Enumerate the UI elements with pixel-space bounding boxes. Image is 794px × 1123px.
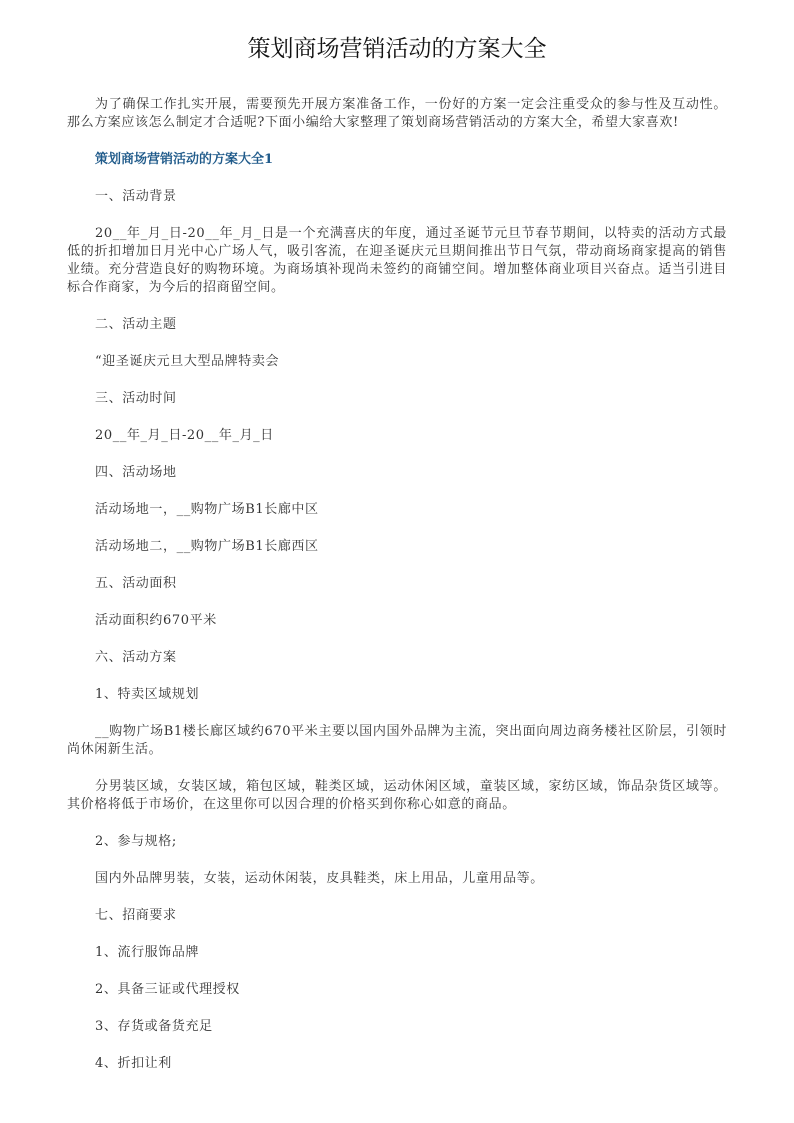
paragraph: 20__年_月_日-20__年_月_日是一个充满喜庆的年度，通过圣诞节元旦节春节期间，以特卖的活动方式最低的折扣增加日月光中心广场人气，吸引客流，在迎圣诞庆元旦期间推出节日气氛，带动商场商家提高的销售业绩。充分营造良好的购物环境。为商场填补现尚未签约的商铺空间。增加整体商业项目兴奋点。适当引进目标合作商家，为今后的招商留空间。 (67, 226, 727, 295)
paragraph: __购物广场B1楼长廊区域约670平米主要以国内国外品牌为主流，突出面向周边商务楼社区阶层，引领时尚休闲新生活。 (67, 724, 727, 757)
paragraph: 一、活动背景 (95, 189, 177, 204)
paragraph: 国内外品牌男装，女装，运动休闲装，皮具鞋类，床上用品，儿童用品等。 (95, 871, 544, 886)
paragraph: 1、特卖区域规划 (95, 687, 200, 702)
paragraph-list (67, 188, 727, 1073)
document-body (67, 96, 727, 1092)
document-title: 策划商场营销活动的方案大全 (247, 36, 547, 62)
intro-paragraph: 为了确保工作扎实开展，需要预先开展方案准备工作，一份好的方案一定会注重受众的参与性及互动性。那么方案应该怎么制定才合适呢?下面小编给大家整理了策划商场营销活动的方案大全，希望大家喜欢! (67, 97, 727, 130)
paragraph: 活动场地二，__购物广场B1长廊西区 (95, 539, 319, 554)
paragraph: 2、具备三证或代理授权 (95, 982, 240, 997)
paragraph: 五、活动面积 (95, 576, 177, 591)
paragraph: “迎圣诞庆元旦大型品牌特卖会 (95, 354, 280, 369)
paragraph: 活动面积约670平米 (95, 613, 217, 628)
section-heading: 策划商场营销活动的方案大全1 (95, 152, 274, 167)
paragraph: 分男装区域，女装区域，箱包区域，鞋类区域，运动休闲区域，童装区域，家纺区域，饰品杂货区域等。其价格将低于市场价，在这里你可以因合理的价格买到你称心如意的商品。 (67, 779, 727, 812)
paragraph: 三、活动时间 (95, 391, 177, 406)
paragraph: 1、流行服饰品牌 (95, 945, 200, 960)
paragraph: 2、参与规格; (95, 834, 177, 849)
paragraph: 4、折扣让利 (95, 1056, 172, 1071)
paragraph: 二、活动主题 (95, 317, 177, 332)
paragraph: 活动场地一，__购物广场B1长廊中区 (95, 502, 319, 517)
paragraph: 七、招商要求 (95, 908, 177, 923)
paragraph: 四、活动场地 (95, 465, 177, 480)
paragraph: 六、活动方案 (95, 650, 177, 665)
paragraph: 3、存货或备货充足 (95, 1019, 213, 1034)
paragraph: 20__年_月_日-20__年_月_日 (95, 428, 274, 443)
